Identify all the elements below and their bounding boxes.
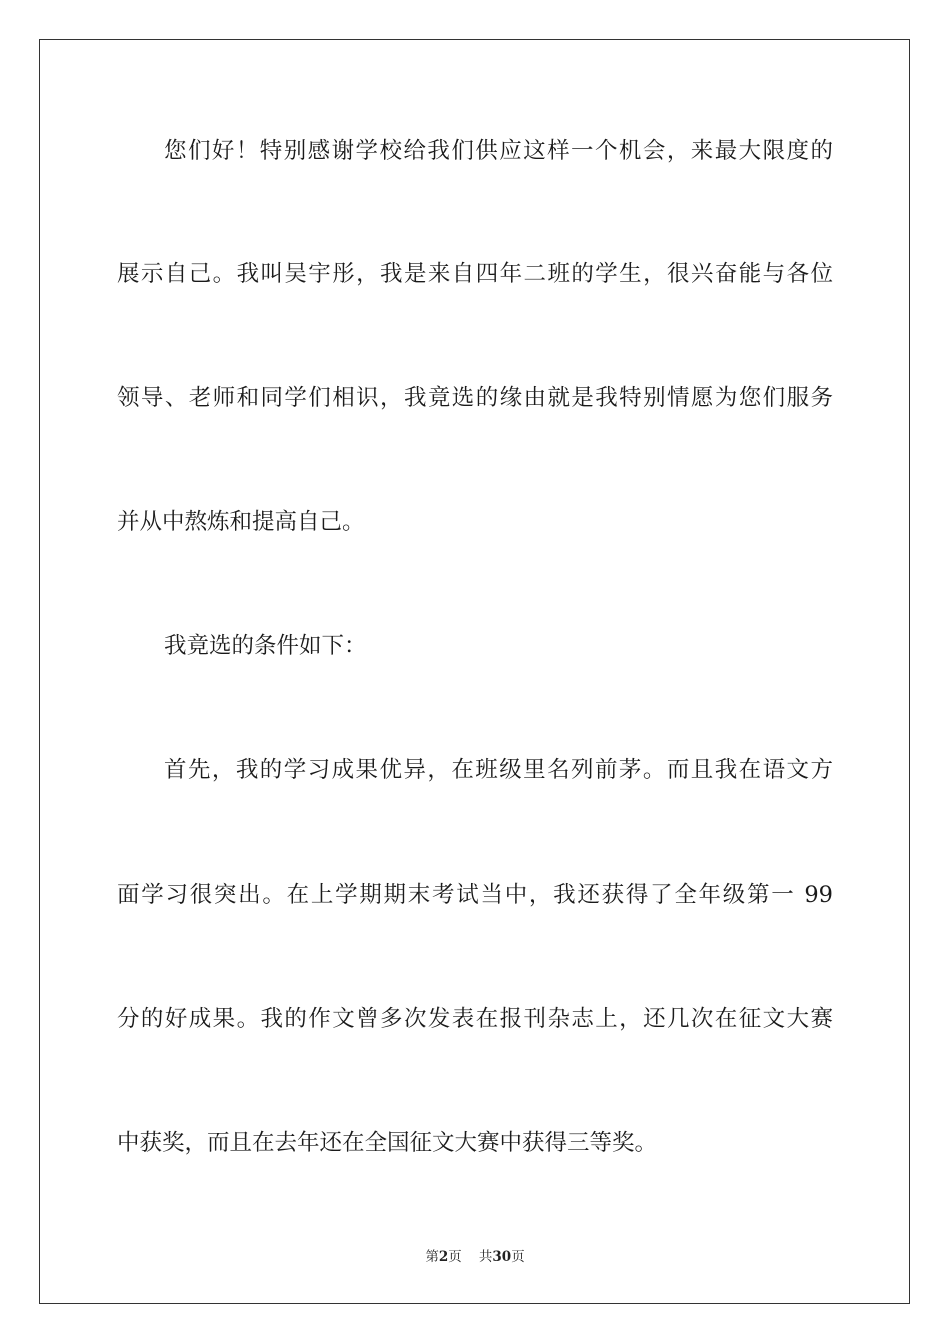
paragraph-3-line-2: 面学习很突出。在上学期期末考试当中，我还获得了全年级第一 99 xyxy=(117,882,833,908)
page-border xyxy=(39,39,910,1304)
paragraph-2-line-1: 我竟选的条件如下： xyxy=(164,633,367,659)
paragraph-1-line-2: 展示自己。我叫吴宇彤，我是来自四年二班的学生，很兴奋能与各位 xyxy=(117,261,833,287)
page-prefix: 第 xyxy=(425,1249,439,1265)
total-prefix: 共 xyxy=(478,1249,493,1265)
paragraph-1-line-3: 领导、老师和同学们相识，我竟选的缘由就是我特别情愿为您们服务 xyxy=(117,385,833,411)
paragraph-1-line-1: 您们好！特别感谢学校给我们供应这样一个机会，来最大限度的 xyxy=(164,138,833,164)
total-page-count: 30 xyxy=(492,1249,512,1265)
paragraph-3-line-4: 中获奖，而且在去年还在全国征文大赛中获得三等奖。 xyxy=(117,1130,658,1156)
paragraph-3-line-1: 首先，我的学习成果优异，在班级里名列前茅。而且我在语文方 xyxy=(164,757,833,783)
page-footer xyxy=(0,1248,950,1266)
page-suffix: 页 xyxy=(448,1249,462,1265)
paragraph-1-line-4: 并从中熬炼和提高自己。 xyxy=(117,509,365,535)
current-page-number: 2 xyxy=(438,1249,449,1265)
paragraph-3-line-3: 分的好成果。我的作文曾多次发表在报刊杂志上，还几次在征文大赛 xyxy=(117,1006,833,1032)
total-suffix: 页 xyxy=(511,1249,525,1265)
